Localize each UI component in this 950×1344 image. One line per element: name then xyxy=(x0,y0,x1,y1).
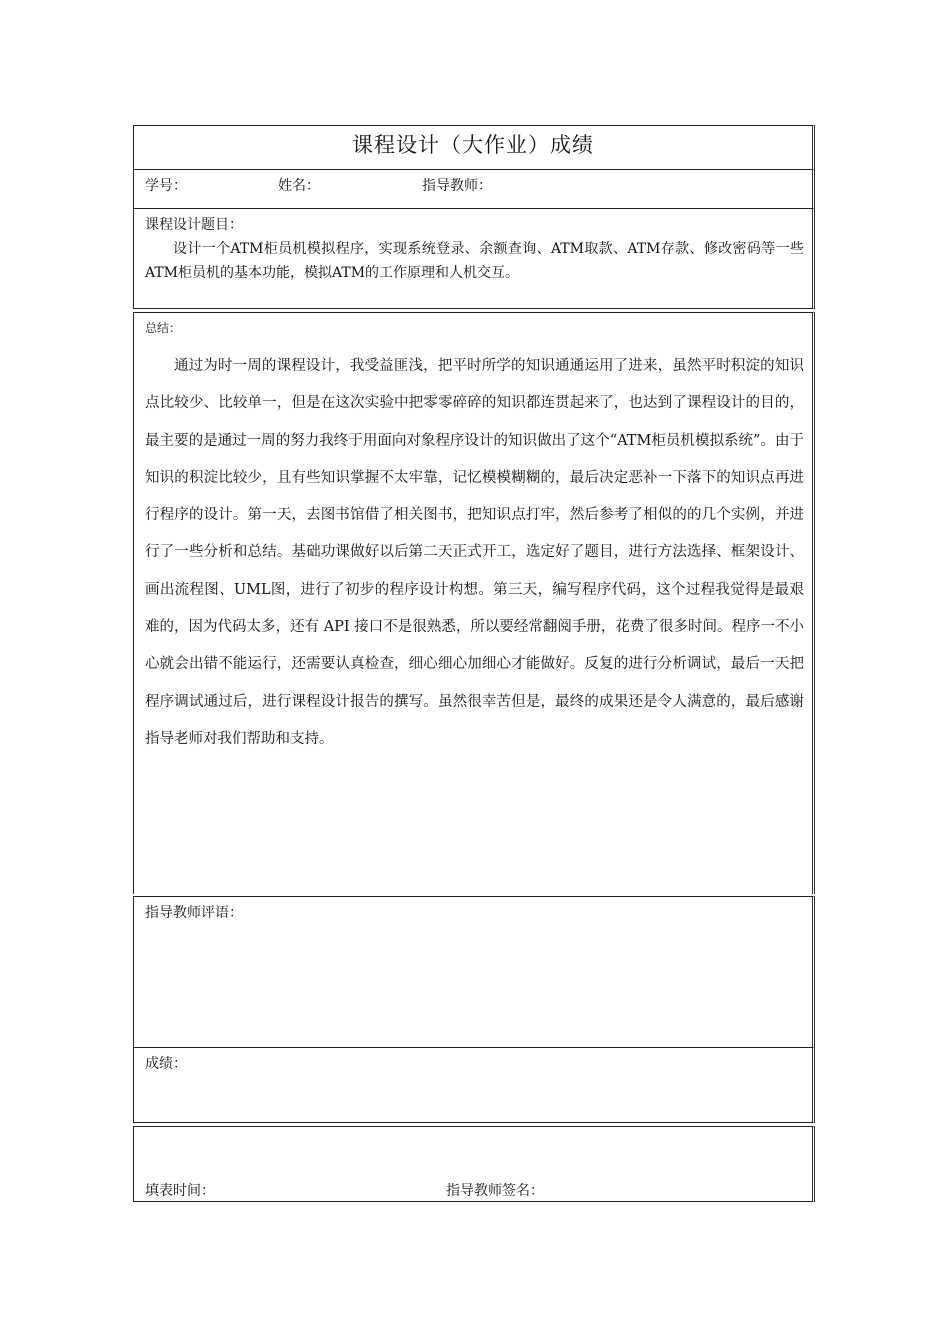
name-label: 姓名： xyxy=(278,178,320,194)
fill-date-label: 填表时间： xyxy=(145,1183,215,1199)
summary-text: 通过为时一周的课程设计，我受益匪浅，把平时所学的知识通通运用了进来，虽然平时积淀的知识点比较少、比较单一，但是在这次实验中把零零碎碎的知识都连贯起来了，也达到了课程设计的目的，最主要的是通过一周的努力我终于用面向对象程序设计的知识做出了这个“ATM柜员机模拟系统”。由于知识的积淀比较少，且有些知识掌握不太牢靠，记忆模模糊糊的，最后决定恶补一下落下的知识点再进行程序的设计。第一天，去图书馆借了相关图书，把知识点打牢，然后参考了相似的的几个实例，并进行了一些分析和总结。基础功课做好以后第二天正式开工，选定好了题目，进行方法选择、框架设计、画出流程图、UML图，进行了初步的程序设计构想。第三天，编写程序代码，这个过程我觉得是最艰难的，因为代码太多，还有 API 接口不是很熟悉，所以要经常翻阅手册，花费了很多时间。程序一不小心就会出错不能运行，还需要认真检查，细心细心加细心才能做好。反复的进行分析调试，最后一天把程序调试通过后，进行课程设计报告的撰写。虽然很幸苦但是，最终的成果还是令人满意的，最后感谢指导老师对我们帮助和支持。 xyxy=(145,358,804,747)
topic-row xyxy=(133,208,815,309)
title-row xyxy=(133,125,815,170)
form-title: 课程设计（大作业）成绩 xyxy=(352,133,594,157)
topic-label: 课程设计题目： xyxy=(145,217,243,233)
summary-label: 总结： xyxy=(145,321,182,335)
signature-row xyxy=(133,1126,815,1202)
advisor-comment-label: 指导教师评语： xyxy=(145,905,243,921)
student-info-row xyxy=(133,169,815,209)
grade-label: 成绩： xyxy=(145,1056,187,1072)
grade-row xyxy=(133,1047,815,1123)
advisor-signature-label: 指导教师签名： xyxy=(446,1183,544,1199)
topic-text: 设计一个ATM柜员机模拟程序，实现系统登录、余额查询、ATM取款、ATM存款、修改密码等一些ATM柜员机的基本功能，模拟ATM的工作原理和人机交互。 xyxy=(145,241,804,281)
summary-row xyxy=(133,312,815,894)
advisor-comment-row xyxy=(133,896,815,1048)
student-id-label: 学号： xyxy=(145,178,187,194)
advisor-label: 指导教师： xyxy=(422,178,492,194)
